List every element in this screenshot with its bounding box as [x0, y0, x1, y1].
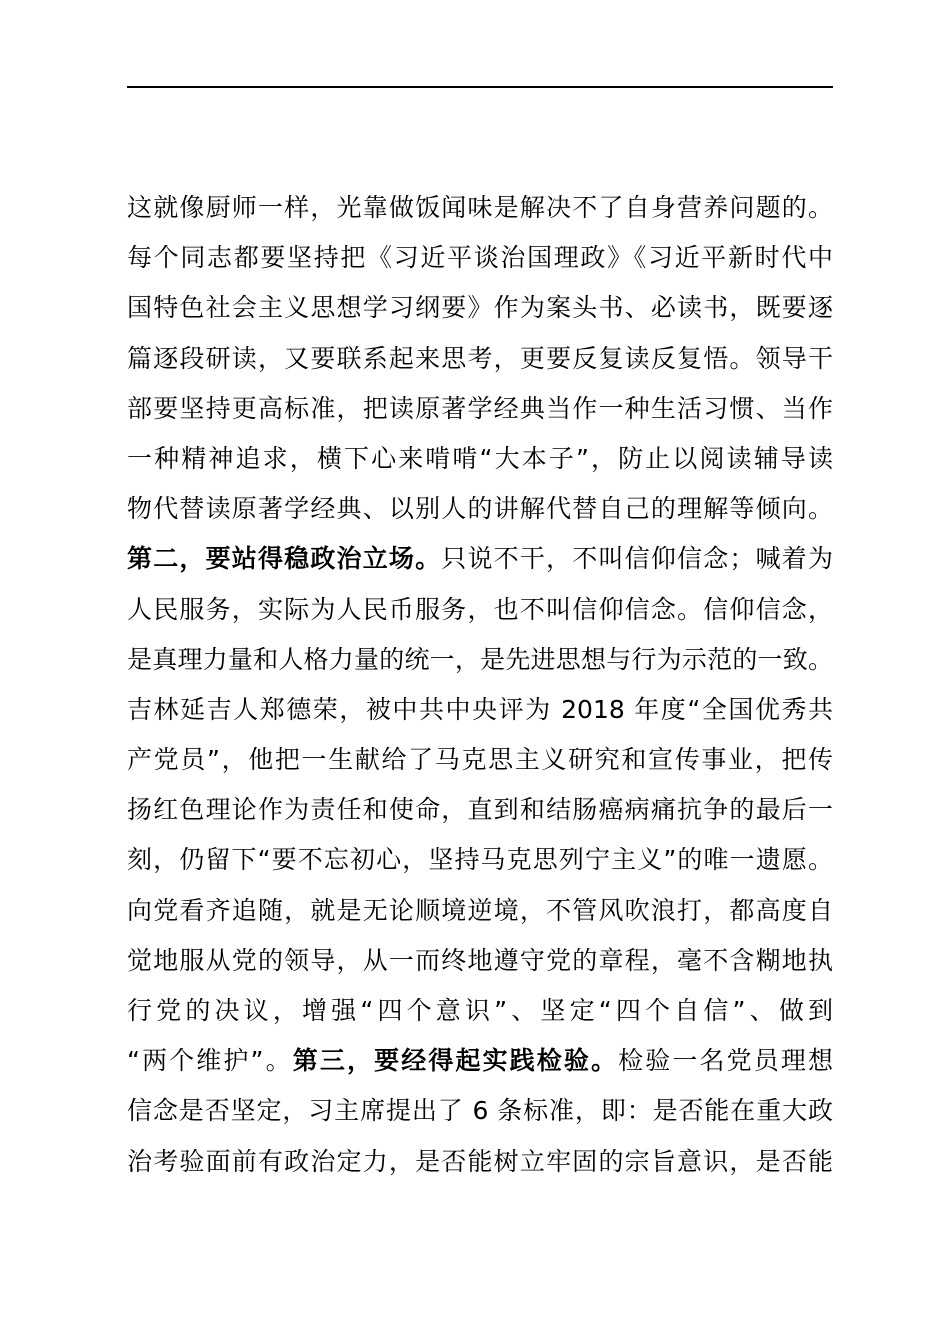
text-line — [127, 334, 833, 384]
text-run: “两个维护”。 — [127, 1046, 293, 1076]
text-line — [127, 233, 833, 283]
text-line — [127, 384, 833, 434]
text-line — [127, 936, 833, 986]
text-line — [127, 785, 833, 835]
text-run: 检验一名党员理想 — [618, 1046, 833, 1076]
text-line — [127, 534, 833, 584]
text-line — [127, 484, 833, 534]
text-line — [127, 434, 833, 484]
text-run: 刻，仍留下“要不忘初心，坚持马克思列宁主义”的唯一遗愿。 — [127, 845, 833, 875]
header-rule — [127, 86, 833, 88]
document-body — [127, 183, 833, 1187]
text-run: 产党员”，他把一生献给了马克思主义研究和宣传事业，把传 — [127, 745, 833, 775]
text-line — [127, 635, 833, 685]
text-line — [127, 886, 833, 936]
text-run: 是真理力量和人格力量的统一，是先进思想与行为示范的一致。 — [127, 644, 833, 674]
text-line — [127, 183, 833, 233]
text-run: 国特色社会主义思想学习纲要》作为案头书、必读书，既要逐 — [127, 293, 833, 323]
text-line — [127, 986, 833, 1036]
text-line — [127, 685, 833, 735]
text-run: 治考验面前有政治定力，是否能树立牢固的宗旨意识，是否能 — [127, 1146, 833, 1176]
text-run: 行党的决议，增强“四个意识”、坚定“四个自信”、做到 — [127, 996, 833, 1025]
text-run: 觉地服从党的领导，从一而终地遵守党的章程，毫不含糊地执 — [127, 945, 833, 975]
text-line — [127, 835, 833, 885]
text-run: 吉林延吉人郑德荣，被中共中央评为 2018 年度“全国优秀共 — [127, 694, 833, 724]
text-run: 一种精神追求，横下心来啃啃“大本子”，防止以阅读辅导读 — [127, 443, 833, 473]
text-run: 向党看齐追随，就是无论顺境逆境，不管风吹浪打，都高度自 — [127, 895, 833, 925]
text-run: 扬红色理论作为责任和使命，直到和结肠癌病痛抗争的最后一 — [127, 795, 833, 825]
text-run: 每个同志都要坚持把《习近平谈治国理政》《习近平新时代中 — [127, 243, 833, 273]
text-line — [127, 1036, 833, 1086]
text-run: 只说不干，不叫信仰信念；喊着为 — [441, 544, 833, 574]
text-run: 部要坚持更高标准，把读原著学经典当作一种生活习惯、当作 — [127, 393, 833, 423]
section-heading-third: 第三，要经得起实践检验。 — [292, 1046, 619, 1076]
text-line — [127, 283, 833, 333]
section-heading-second: 第二，要站得稳政治立场。 — [127, 544, 442, 574]
text-line — [127, 735, 833, 785]
text-line — [127, 1086, 833, 1136]
text-line — [127, 1137, 833, 1187]
text-run: 信念是否坚定，习主席提出了 6 条标准，即：是否能在重大政 — [127, 1096, 833, 1126]
text-run: 这就像厨师一样，光靠做饭闻味是解决不了自身营养问题的。 — [127, 193, 833, 222]
text-line — [127, 585, 833, 635]
text-run: 人民服务，实际为人民币服务，也不叫信仰信念。信仰信念， — [127, 594, 833, 624]
text-run: 篇逐段研读，又要联系起来思考，更要反复读反复悟。领导干 — [127, 343, 833, 373]
text-run: 物代替读原著学经典、以别人的讲解代替自己的理解等倾向。 — [127, 494, 833, 524]
